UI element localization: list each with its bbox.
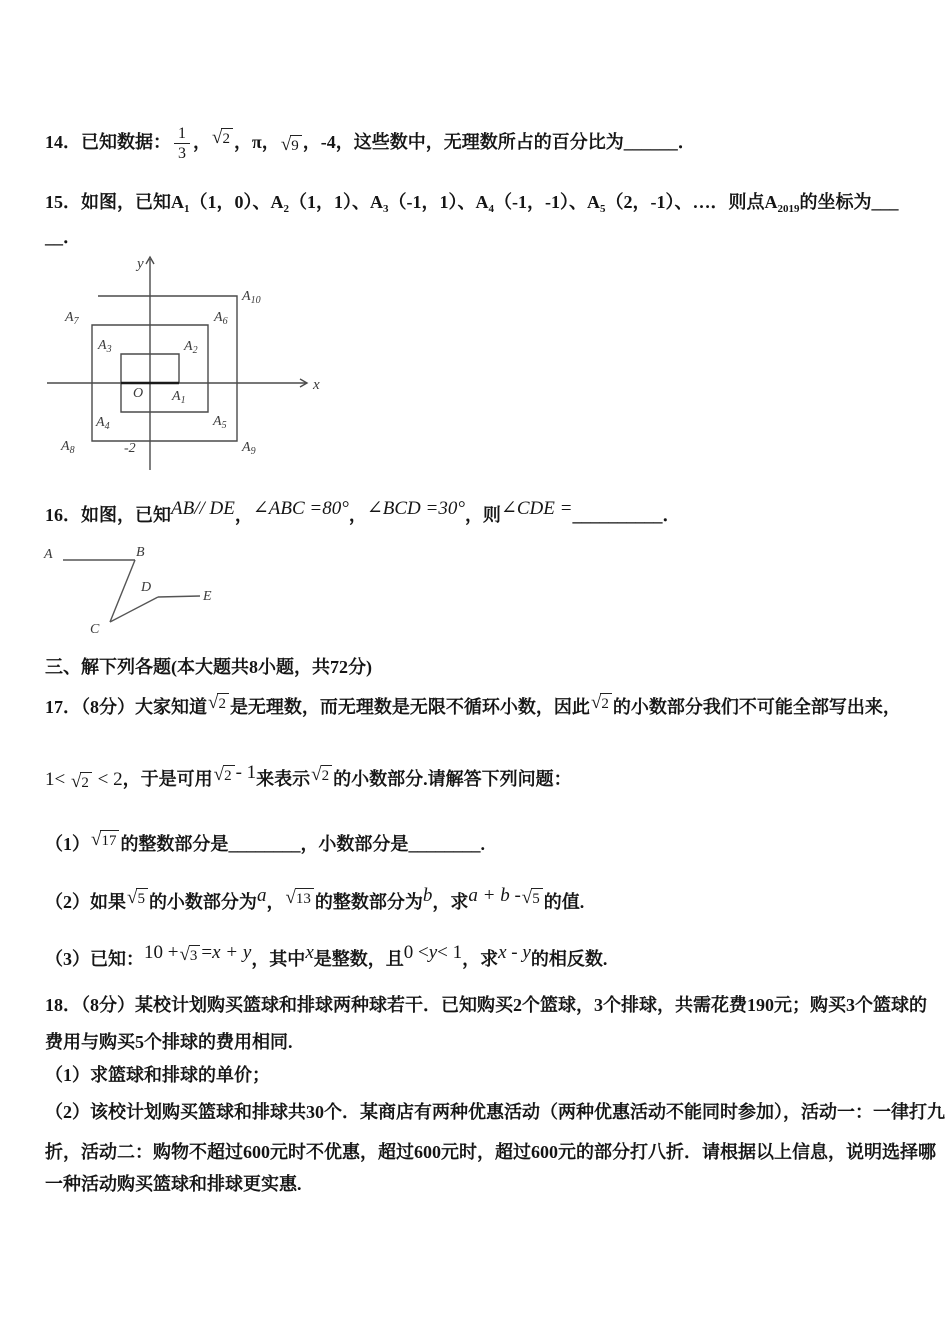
text-run: ， bbox=[193, 131, 211, 152]
vertex-label-D: D bbox=[141, 580, 152, 595]
subscript: 5 bbox=[600, 203, 606, 215]
vertex-label-C: C bbox=[90, 622, 100, 637]
question-18-line2: 费用与购买5个排球的费用相同. bbox=[45, 1032, 293, 1052]
text-run: 16．如图，已知 bbox=[45, 505, 171, 525]
radical bbox=[591, 693, 612, 714]
radical bbox=[127, 888, 148, 909]
math-italic-run: y bbox=[428, 942, 438, 963]
math-roman-run: = bbox=[201, 942, 213, 963]
text-run: __． bbox=[45, 227, 81, 247]
radical-sign-icon: √ bbox=[70, 771, 82, 792]
text-run: 14．已知数据： bbox=[45, 131, 171, 152]
math-italic-run: x - y bbox=[498, 942, 531, 963]
point-label-A1: $A_1$ bbox=[172, 389, 186, 406]
question-17-part2 bbox=[45, 885, 585, 916]
text-run: ， bbox=[234, 505, 253, 525]
text-run: 来表示 bbox=[256, 769, 311, 789]
text-run: （2，-1）、…．则点A bbox=[605, 192, 778, 212]
point-label-A7: $A_7$ bbox=[65, 310, 79, 327]
subscript: 2019 bbox=[777, 203, 800, 215]
math-roman-run: < 1 bbox=[437, 942, 463, 963]
y-axis-label: y bbox=[137, 256, 144, 272]
math-italic-run: ∠ABC =80° bbox=[252, 498, 349, 519]
point-label-A5: $A_5$ bbox=[213, 414, 227, 431]
math-italic-run: x bbox=[305, 942, 314, 963]
math-roman-run: < 2 bbox=[92, 769, 123, 790]
question-17-part3 bbox=[45, 942, 608, 973]
text-run: 的整数部分是 bbox=[120, 834, 229, 854]
math-italic-run: b bbox=[422, 885, 433, 906]
radical-sign-icon: √ bbox=[285, 887, 296, 908]
question-18-part2-line2: 折，活动二：购物不超过600元时不优惠，超过600元时，超过600元的部分打八折．请根据以上信息，说明选择哪 bbox=[45, 1142, 936, 1162]
radical-sign-icon: √ bbox=[311, 764, 322, 785]
subscript: 4 bbox=[488, 203, 494, 215]
math-italic-run: a bbox=[256, 885, 267, 906]
text-run: 的小数部分我们不可能全部写出来， bbox=[612, 697, 901, 717]
radical-sign-icon: √ bbox=[179, 944, 190, 965]
radicand: 2 bbox=[321, 765, 333, 786]
vertex-label-A: A bbox=[44, 547, 53, 562]
radical-sign-icon: √ bbox=[91, 829, 102, 850]
vertex-label-E: E bbox=[203, 589, 212, 604]
radical bbox=[212, 128, 233, 149]
radicand: 3 bbox=[189, 945, 201, 966]
text-run: 的整数部分为 bbox=[314, 892, 423, 912]
radical-sign-icon: √ bbox=[127, 887, 138, 908]
subscript: 3 bbox=[383, 203, 389, 215]
subscript: 2 bbox=[283, 203, 289, 215]
text-run: ______ bbox=[623, 131, 678, 152]
origin-label: O bbox=[133, 386, 144, 401]
radicand: 2 bbox=[223, 765, 235, 786]
question-17-line1 bbox=[45, 694, 901, 721]
text-run: ，求 bbox=[432, 892, 469, 912]
radicand: 2 bbox=[217, 693, 229, 714]
segment-BC bbox=[110, 560, 135, 622]
angle-figure bbox=[40, 543, 255, 648]
math-roman-run: - 1 bbox=[235, 762, 257, 783]
point-label-A8: $A_8$ bbox=[61, 439, 75, 456]
coordinate-spiral-figure bbox=[45, 253, 345, 473]
radicand: 17 bbox=[100, 830, 119, 851]
radical-sign-icon: √ bbox=[521, 887, 533, 908]
question-15-line1 bbox=[45, 189, 899, 222]
radical bbox=[214, 765, 235, 786]
radical-sign-icon: √ bbox=[280, 133, 292, 155]
question-18-part2-line1: （2）该校计划购买篮球和排球共30个．某商店有两种优惠活动（两种优惠活动不能同时参加），活动一：一律打九 bbox=[45, 1102, 945, 1122]
question-14 bbox=[45, 124, 696, 163]
text-run: ，于是可用 bbox=[122, 769, 213, 789]
text-run: （2）如果 bbox=[45, 892, 126, 912]
radical-sign-icon: √ bbox=[213, 764, 225, 785]
question-18-line1: 18．（8分）某校计划购买篮球和排球两种球若干．已知购买2个篮球，3个排球，共需花费190元；购买3个篮球的 bbox=[45, 995, 927, 1015]
point-label-A4: $A_4$ bbox=[96, 415, 110, 432]
subscript: 1 bbox=[184, 203, 190, 215]
segment-CD bbox=[110, 597, 158, 622]
radical bbox=[71, 772, 92, 793]
text-run: ________ bbox=[228, 834, 301, 854]
fraction bbox=[174, 124, 190, 163]
text-run: 的相反数. bbox=[530, 949, 608, 969]
radical bbox=[311, 765, 332, 786]
point-label-A3: $A_3$ bbox=[98, 338, 112, 355]
math-italic-run: ∠BCD =30° bbox=[366, 498, 465, 519]
text-run: （-1，1）、A bbox=[388, 192, 489, 212]
point-label-A2: $A_2$ bbox=[184, 339, 198, 356]
neg2-label: -2 bbox=[124, 441, 136, 456]
question-16 bbox=[45, 498, 681, 529]
radical-sign-icon: √ bbox=[208, 692, 219, 713]
text-run: ，π， bbox=[233, 131, 280, 152]
text-run: 的小数部分为 bbox=[148, 892, 257, 912]
text-run: 是无理数，而无理数是无限不循环小数，因此 bbox=[229, 697, 590, 717]
radicand: 2 bbox=[600, 693, 612, 714]
section-3-heading: 三、解下列各题(本大题共8小题，共72分) bbox=[45, 657, 372, 677]
point-label-A6: $A_6$ bbox=[214, 310, 228, 327]
radicand: 2 bbox=[221, 128, 233, 149]
radical-sign-icon: √ bbox=[590, 692, 602, 713]
radicand: 5 bbox=[531, 888, 543, 909]
text-run: 17．（8分）大家知道 bbox=[45, 697, 207, 717]
radical bbox=[179, 945, 200, 966]
math-roman-run: 10 + bbox=[144, 942, 179, 963]
radical bbox=[281, 135, 302, 156]
question-15-line2 bbox=[45, 224, 81, 250]
text-run: ，求 bbox=[462, 949, 499, 969]
radical-sign-icon: √ bbox=[212, 126, 223, 148]
question-17-part1 bbox=[45, 831, 485, 858]
text-run: （-1，-1）、A bbox=[494, 192, 600, 212]
text-run: ，其中 bbox=[251, 949, 306, 969]
text-run: ． bbox=[677, 131, 696, 152]
text-run: ________ bbox=[408, 834, 481, 854]
text-run: ， bbox=[348, 505, 367, 525]
radicand: 13 bbox=[295, 888, 314, 909]
radical bbox=[522, 888, 543, 909]
text-run: . bbox=[480, 834, 485, 854]
radical bbox=[285, 888, 313, 909]
denominator: 3 bbox=[178, 145, 186, 163]
math-italic-run: ∠CDE = bbox=[500, 498, 573, 519]
question-18-part2-line3: 一种活动购买篮球和排球更实惠. bbox=[45, 1174, 302, 1194]
numerator: 1 bbox=[174, 124, 190, 144]
segment-DE bbox=[158, 596, 200, 597]
text-run: 的值. bbox=[543, 892, 585, 912]
point-label-A10: $A_{10}$ bbox=[242, 289, 261, 306]
text-run: （1，1）、A bbox=[289, 192, 383, 212]
radical bbox=[91, 830, 119, 851]
text-run: 的小数部分.请解答下列问题： bbox=[333, 769, 572, 789]
radicand: 5 bbox=[136, 888, 148, 909]
text-run: （3）已知： bbox=[45, 949, 144, 969]
math-italic-run: x + y bbox=[212, 942, 252, 963]
radicand: 9 bbox=[290, 135, 302, 156]
math-roman-run: 1< bbox=[45, 769, 70, 790]
text-run: （1） bbox=[45, 834, 90, 854]
text-run: __________． bbox=[572, 505, 681, 525]
text-run: ，小数部分是 bbox=[300, 834, 409, 854]
text-run: 15．如图，已知A bbox=[45, 192, 184, 212]
vertex-label-B: B bbox=[136, 545, 145, 560]
math-italic-run: AB// DE bbox=[171, 498, 235, 519]
math-italic-run: a + b - bbox=[468, 885, 521, 906]
text-run: 是整数，且 bbox=[313, 949, 404, 969]
text-run: ，-4，这些数中，无理数所占的百分比为 bbox=[302, 131, 624, 152]
point-label-A9: $A_9$ bbox=[242, 440, 256, 457]
text-run: 的坐标为___ bbox=[799, 192, 899, 212]
radical bbox=[208, 693, 229, 714]
x-axis-label: x bbox=[313, 377, 320, 393]
radicand: 2 bbox=[80, 772, 92, 793]
text-run: ，则 bbox=[464, 505, 501, 525]
text-run: （1，0）、A bbox=[189, 192, 284, 212]
question-18-part1: （1）求篮球和排球的单价； bbox=[45, 1065, 270, 1085]
text-run: ， bbox=[266, 892, 285, 912]
math-roman-run: 0 < bbox=[403, 942, 429, 963]
question-17-line2 bbox=[45, 762, 572, 793]
